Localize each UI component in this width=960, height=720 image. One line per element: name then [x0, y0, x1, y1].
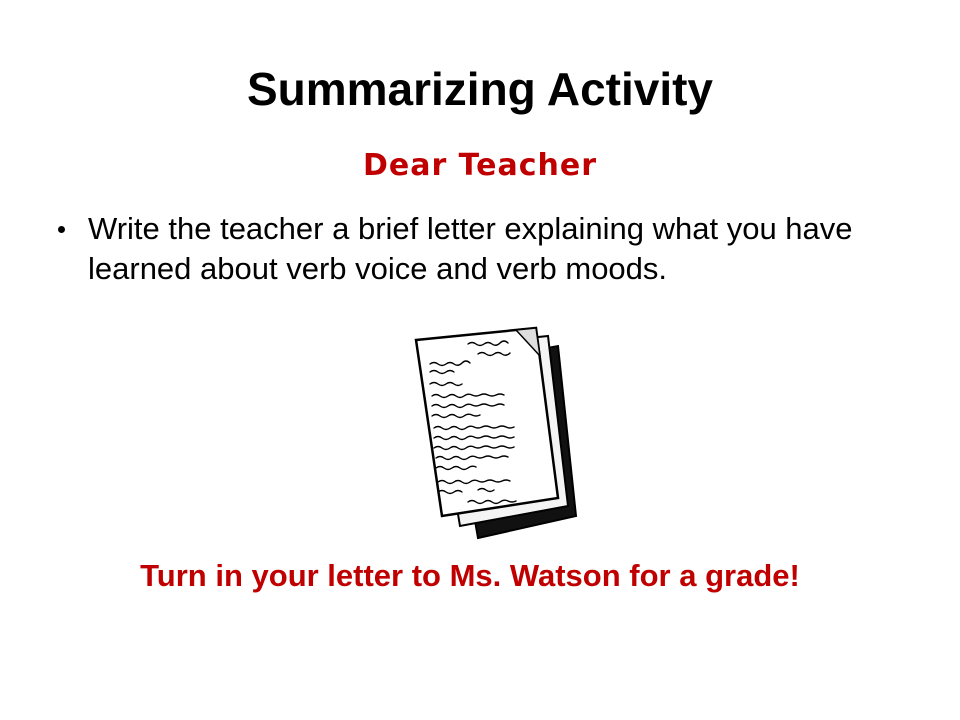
slide-title: Summarizing Activity: [246, 63, 714, 115]
slide-subtitle: Dear Teacher: [362, 148, 598, 183]
footer-instruction: Turn in your letter to Ms. Watson for a grade!: [140, 558, 800, 593]
bullet-list: [56, 209, 916, 289]
bullet-item: [56, 209, 916, 289]
bullet-dot-icon: [58, 226, 65, 233]
bullet-text: Write the teacher a brief letter explaining what you have learned about verb voice and verb moods.: [88, 211, 853, 286]
handwritten-letter-icon: [408, 326, 580, 540]
